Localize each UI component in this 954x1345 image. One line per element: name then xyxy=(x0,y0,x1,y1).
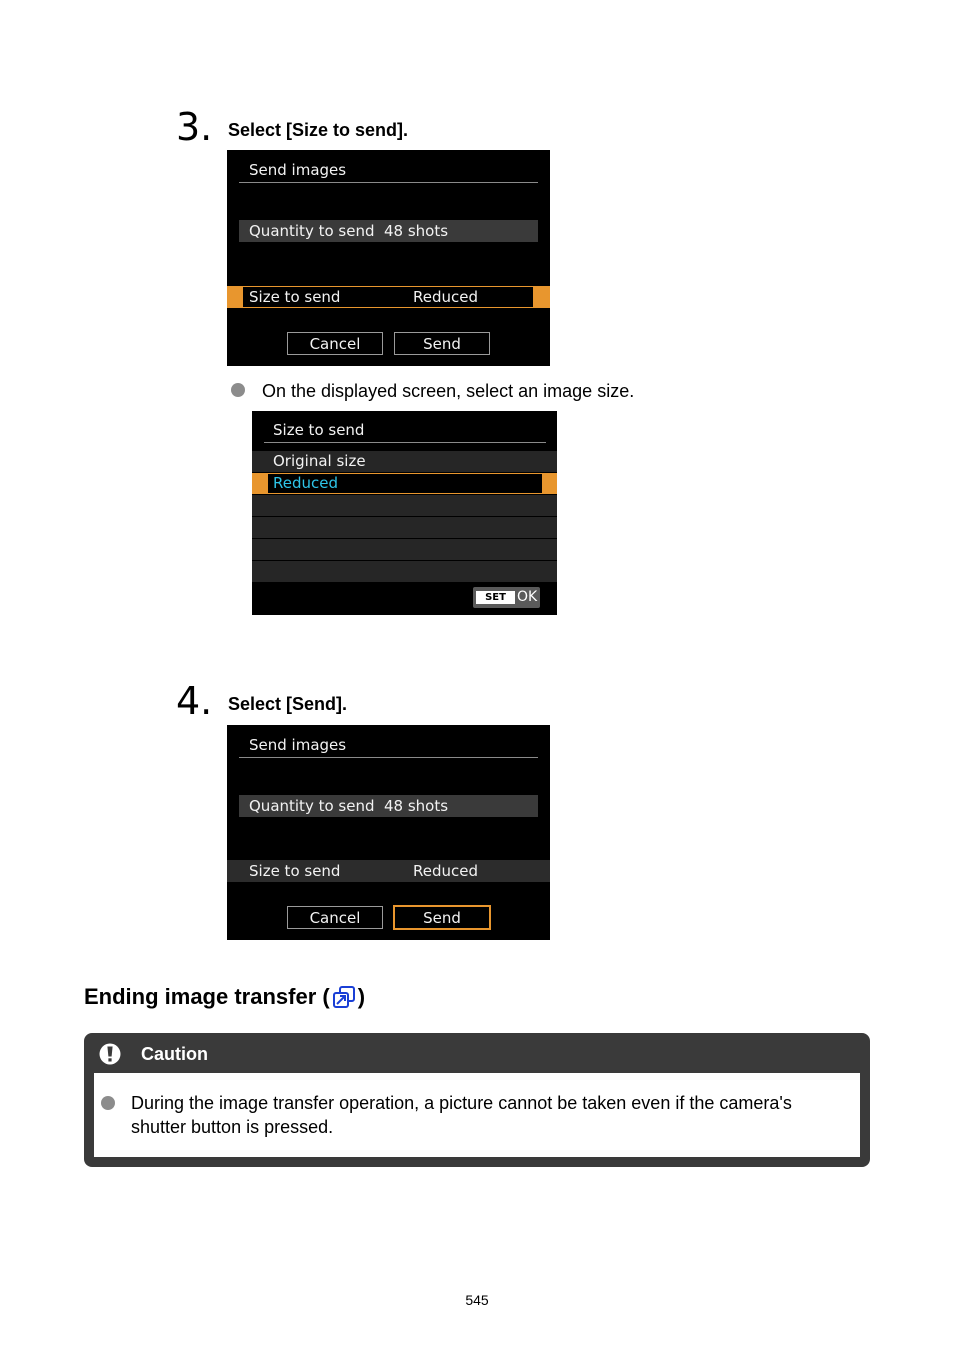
step-4-title: Select [Send]. xyxy=(228,694,348,714)
size-screen-header: Size to send xyxy=(273,421,365,439)
page-number: 545 xyxy=(465,1292,489,1308)
section-heading xyxy=(84,984,365,1010)
cancel-button[interactable]: Cancel xyxy=(287,906,383,929)
send-button-selected[interactable]: Send xyxy=(393,905,491,930)
option-original-size: Original size xyxy=(273,452,366,470)
image-transfer-icon xyxy=(331,984,357,1010)
size-label: Size to send xyxy=(249,862,341,880)
size-label: Size to send xyxy=(249,288,341,306)
header-divider xyxy=(239,182,538,183)
caution-icon xyxy=(99,1043,121,1065)
empty-row xyxy=(252,561,557,582)
step-3-title: Select [Size to send]. xyxy=(228,120,409,140)
header-divider xyxy=(239,757,538,758)
caution-bullet-dot xyxy=(101,1096,115,1110)
send-button[interactable]: Send xyxy=(394,332,490,355)
empty-row xyxy=(252,517,557,538)
cancel-button[interactable]: Cancel xyxy=(287,332,383,355)
size-value: Reduced xyxy=(413,862,479,880)
caution-text-line1: During the image transfer operation, a picture cannot be taken even if the camera's xyxy=(131,1093,792,1113)
caution-text-line2: shutter button is pressed. xyxy=(131,1117,334,1137)
caution-box xyxy=(84,1033,870,1167)
section-title-prefix: Ending image transfer ( xyxy=(84,984,330,1009)
empty-row xyxy=(252,495,557,516)
option-reduced: Reduced xyxy=(273,474,339,492)
size-header-divider xyxy=(264,442,546,443)
caution-content xyxy=(94,1073,860,1157)
bullet-text: On the displayed screen, select an image size. xyxy=(262,381,635,401)
send-images-screen-step4 xyxy=(227,725,550,940)
set-label: SET xyxy=(476,591,515,604)
set-ok-button[interactable] xyxy=(473,587,540,608)
step-3-number: 3. xyxy=(176,105,213,149)
send-images-screen-step3 xyxy=(227,150,550,366)
bullet-dot xyxy=(231,383,245,397)
quantity-value: 48 shots xyxy=(384,797,449,815)
caution-title: Caution xyxy=(141,1044,208,1064)
screen-header: Send images xyxy=(249,736,347,754)
step-4-number: 4. xyxy=(176,679,213,723)
screen-header: Send images xyxy=(249,161,347,179)
quantity-value: 48 shots xyxy=(384,222,449,240)
quantity-label: Quantity to send xyxy=(249,797,375,815)
section-title-suffix: ) xyxy=(357,984,366,1009)
size-value: Reduced xyxy=(413,288,479,306)
size-to-send-screen xyxy=(252,411,557,615)
empty-row xyxy=(252,539,557,560)
ok-label: OK xyxy=(517,589,538,605)
quantity-label: Quantity to send xyxy=(249,222,375,240)
